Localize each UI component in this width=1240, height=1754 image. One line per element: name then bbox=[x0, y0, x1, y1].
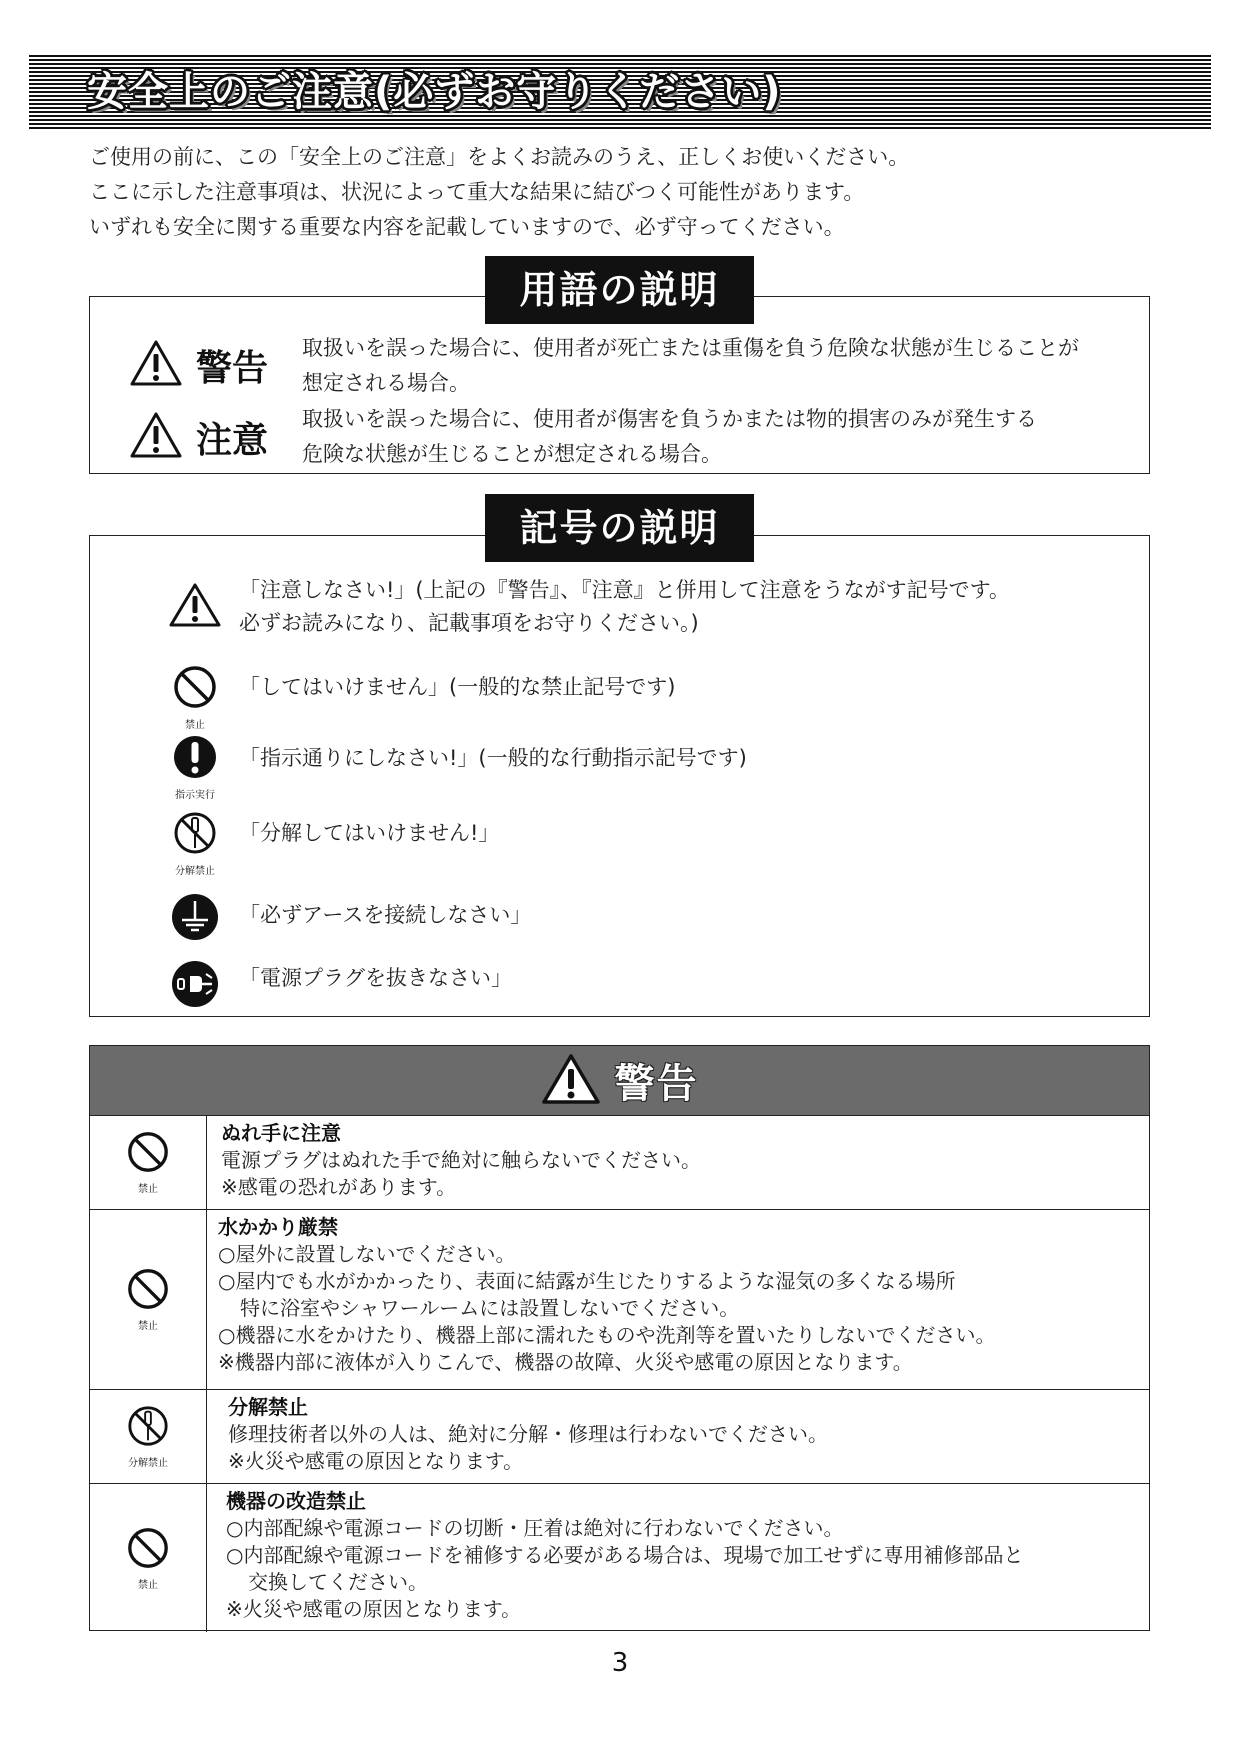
symbol-caption: 分解禁止 bbox=[175, 866, 215, 877]
prohibition-icon bbox=[126, 1526, 170, 1574]
row-line: ○屋外に設置しないでください。 bbox=[218, 1242, 516, 1266]
mandatory-action-icon bbox=[172, 765, 218, 784]
row-icon-caption: 禁止 bbox=[138, 1579, 158, 1591]
prohibition-icon bbox=[126, 1130, 170, 1178]
row-line: 特に浴室やシャワールームには設置しないでください。 bbox=[240, 1296, 740, 1320]
warning-triangle-icon bbox=[130, 411, 182, 463]
symbol-description: 「してはいけません」(一般的な禁止記号です) bbox=[239, 675, 676, 699]
row-line: 電源プラグはぬれた手で絶対に触らないでください。 bbox=[221, 1148, 701, 1172]
row-body bbox=[221, 1120, 701, 1201]
term-description bbox=[302, 402, 1132, 472]
warning-triangle-icon bbox=[130, 339, 182, 391]
symbol-description: 「電源プラグを抜きなさい」 bbox=[239, 966, 512, 990]
table-row bbox=[90, 1483, 1149, 1632]
term-desc-line: 取扱いを誤った場合に、使用者が死亡または重傷を負う危険な状態が生じることが bbox=[302, 336, 1079, 360]
intro-line: いずれも安全に関する重要な内容を記載していますので、必ず守ってください。 bbox=[89, 215, 845, 239]
row-title: ぬれ手に注意 bbox=[221, 1121, 341, 1145]
row-title: 機器の改造禁止 bbox=[226, 1489, 366, 1513]
symbols-section bbox=[89, 535, 1150, 1017]
row-icon-caption: 分解禁止 bbox=[128, 1458, 168, 1469]
term-desc-line: 危険な状態が生じることが想定される場合。 bbox=[302, 442, 722, 466]
page-number: 3 bbox=[611, 1648, 629, 1678]
no-disassembly-icon bbox=[126, 1404, 170, 1452]
term-name: 警告 bbox=[196, 347, 269, 389]
unplug-icon bbox=[170, 994, 220, 1013]
row-icon-cell bbox=[90, 1210, 207, 1389]
symbol-caption: 指示実行 bbox=[175, 790, 215, 801]
row-icon-cell bbox=[90, 1390, 207, 1483]
row-icon-cell bbox=[90, 1116, 207, 1209]
row-line: ※機器内部に液体が入りこんで、機器の故障、火災や感電の原因となります。 bbox=[218, 1350, 913, 1374]
warning-triangle-icon bbox=[541, 1052, 601, 1110]
row-line: 交換してください。 bbox=[248, 1570, 428, 1594]
row-icon-cell bbox=[90, 1484, 207, 1632]
table-row bbox=[90, 1389, 1149, 1483]
intro-line: ご使用の前に、この「安全上のご注意」をよくお読みのうえ、正しくお使いください。 bbox=[89, 145, 910, 169]
warning-table-title: 警告 bbox=[614, 1061, 699, 1107]
term-desc-line: 取扱いを誤った場合に、使用者が傷害を負うかまたは物的損害のみが発生する bbox=[302, 407, 1037, 431]
page-title: 安全上のご注意(必ずお守りください) bbox=[87, 69, 782, 115]
term-row-warning bbox=[130, 339, 268, 391]
term-row-caution bbox=[130, 411, 268, 463]
row-line: ○機器に水をかけたり、機器上部に濡れたものや洗剤等を置いたりしないでください。 bbox=[218, 1323, 996, 1347]
warning-table bbox=[89, 1045, 1150, 1631]
row-line: ○屋内でも水がかかったり、表面に結露が生じたりするような湿気の多くなる場所 bbox=[218, 1269, 956, 1293]
intro-paragraph bbox=[89, 140, 909, 245]
symbol-desc-line: 必ずお読みになり、記載事項をお守りください。) bbox=[239, 611, 699, 635]
symbol-prohibition bbox=[150, 664, 240, 731]
symbol-description: 「必ずアースを接続しなさい」 bbox=[239, 903, 532, 927]
symbols-heading: 記号の説明 bbox=[485, 494, 754, 562]
symbol-caution bbox=[150, 582, 240, 632]
prohibition-icon bbox=[172, 695, 218, 714]
row-line: 修理技術者以外の人は、絶対に分解・修理は行わないでください。 bbox=[228, 1422, 828, 1446]
caution-triangle-icon bbox=[169, 613, 221, 632]
symbol-caption: 禁止 bbox=[185, 720, 205, 731]
table-row bbox=[90, 1209, 1149, 1389]
term-description bbox=[302, 331, 1132, 401]
ground-icon bbox=[170, 927, 220, 946]
term-desc-line: 想定される場合。 bbox=[302, 371, 470, 395]
terms-heading: 用語の説明 bbox=[485, 256, 754, 324]
row-icon-caption: 禁止 bbox=[138, 1321, 158, 1332]
row-line: ○内部配線や電源コードを補修する必要がある場合は、現場で加工せずに専用補修部品と bbox=[226, 1543, 1024, 1567]
term-name: 注意 bbox=[196, 419, 269, 461]
symbol-description: 「分解してはいけません!」 bbox=[239, 821, 500, 845]
symbol-no-disassembly bbox=[150, 810, 240, 877]
prohibition-icon bbox=[126, 1267, 170, 1315]
row-line: ※火災や感電の原因となります。 bbox=[226, 1597, 522, 1621]
title-banner bbox=[29, 55, 1211, 129]
symbol-description: 「指示通りにしなさい!」(一般的な行動指示記号です) bbox=[239, 746, 747, 770]
symbol-description bbox=[239, 574, 1010, 640]
row-body bbox=[218, 1214, 995, 1376]
symbol-unplug bbox=[150, 959, 240, 1013]
warning-table-header bbox=[90, 1046, 1149, 1115]
intro-line: ここに示した注意事項は、状況によって重大な結果に結びつく可能性があります。 bbox=[89, 180, 865, 204]
row-title: 水かかり厳禁 bbox=[218, 1215, 338, 1239]
symbol-desc-line: 「注意しなさい!」(上記の『警告』、『注意』と併用して注意をうながす記号です。 bbox=[239, 578, 1010, 602]
no-disassembly-icon bbox=[172, 841, 218, 860]
row-body bbox=[226, 1488, 1023, 1623]
row-title: 分解禁止 bbox=[228, 1395, 308, 1419]
symbol-ground bbox=[150, 892, 240, 946]
table-row bbox=[90, 1115, 1149, 1209]
row-body bbox=[228, 1394, 828, 1475]
row-line: ○内部配線や電源コードの切断・圧着は絶対に行わないでください。 bbox=[226, 1516, 844, 1540]
symbol-mandatory bbox=[150, 734, 240, 801]
row-line: ※感電の恐れがあります。 bbox=[221, 1175, 457, 1199]
row-line: ※火災や感電の原因となります。 bbox=[228, 1449, 524, 1473]
row-icon-caption: 禁止 bbox=[138, 1184, 158, 1195]
